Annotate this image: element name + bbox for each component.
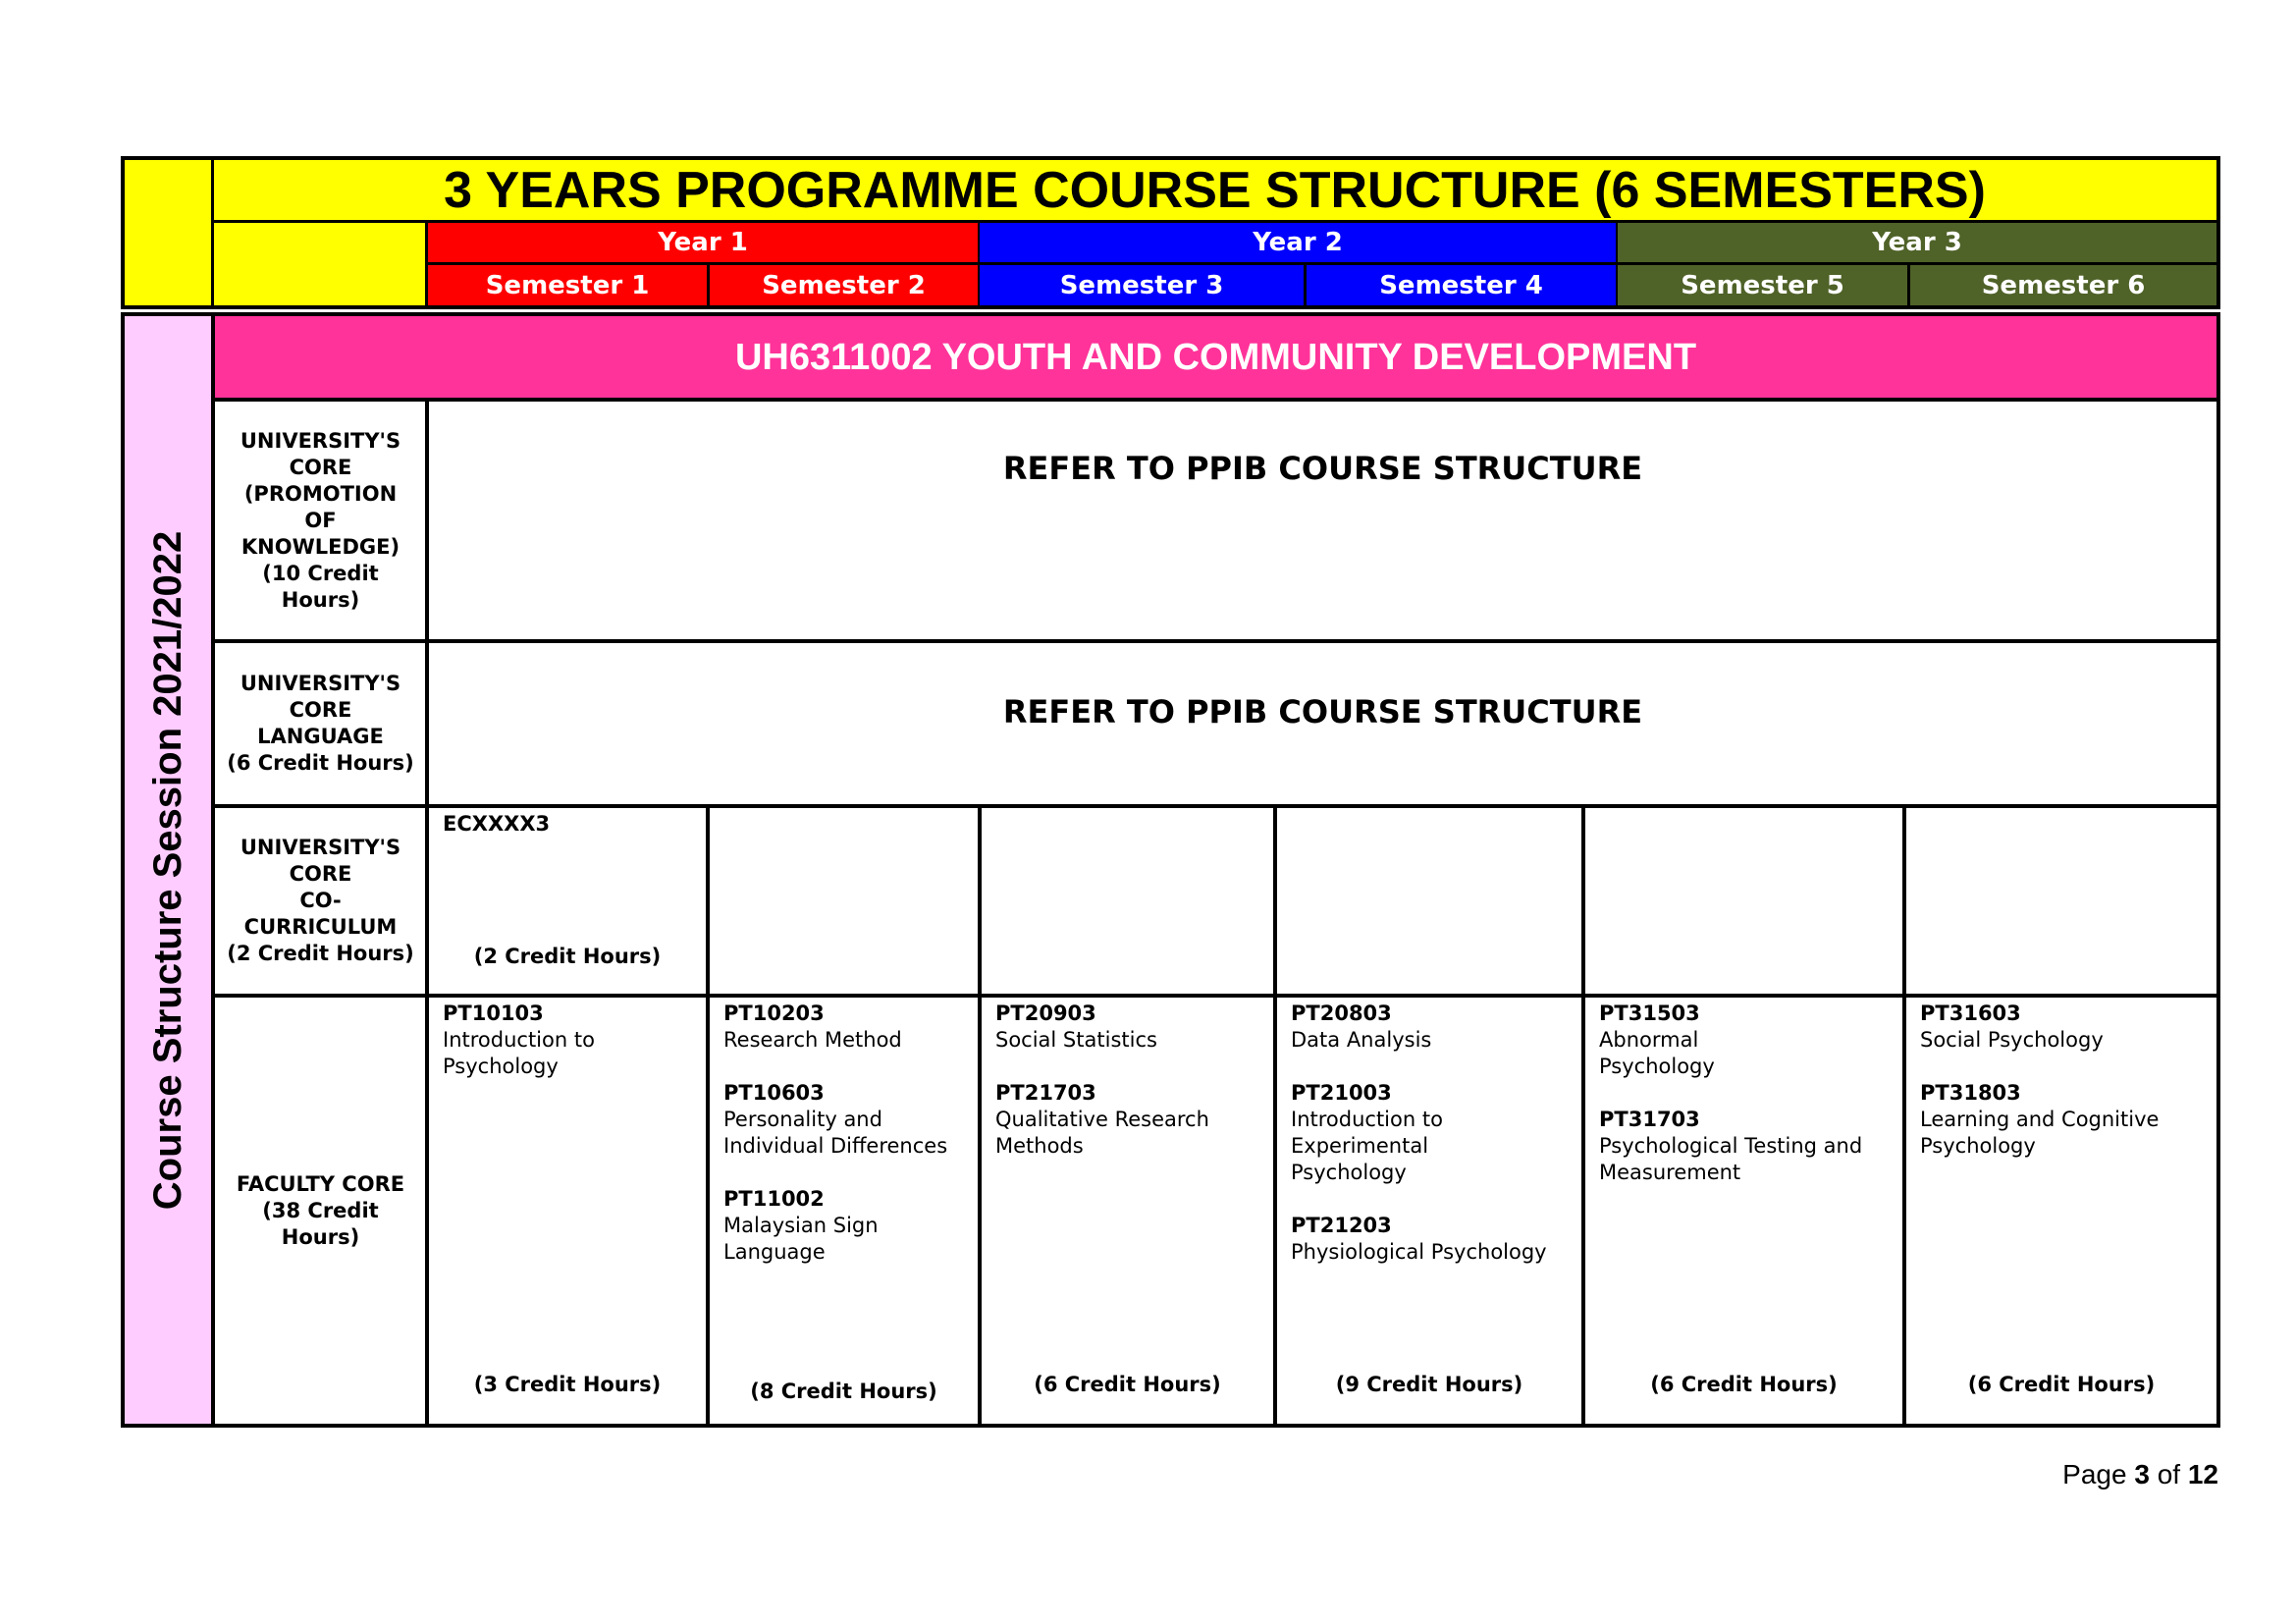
refer-ppib-language: REFER TO PPIB COURSE STRUCTURE [1002, 693, 1643, 731]
semester-5-header: Semester 5 [1618, 265, 1907, 305]
divider [215, 994, 2216, 998]
divider [1304, 263, 1307, 305]
divider [707, 263, 710, 305]
programme-title: UH6311002 YOUTH AND COMMUNITY DEVELOPMENT [215, 316, 2216, 400]
session-label: Course Structure Session 2021/2022 [146, 530, 190, 1210]
credit-semester-1: (3 Credit Hours) [473, 1373, 662, 1396]
divider [428, 262, 2216, 265]
category-language: UNIVERSITY'S CORE LANGUAGE (6 Credit Hours) [227, 672, 414, 775]
faculty-core-semester-3: PT20903 Social Statistics PT21703 Qualitative Research Methods [995, 1001, 1209, 1158]
divider [215, 804, 2216, 808]
semester-4-header: Semester 4 [1307, 265, 1616, 305]
category-faculty-core: FACULTY CORE (38 Credit Hours) [236, 1171, 405, 1249]
page-title: 3 YEARS PROGRAMME COURSE STRUCTURE (6 SEMESTERS) [444, 162, 1986, 219]
credit-semester-3: (6 Credit Hours) [1034, 1373, 1221, 1396]
divider [215, 639, 2216, 643]
semester-3-header: Semester 3 [980, 265, 1304, 305]
faculty-core-semester-5: PT31503 Abnormal Psychology PT31703 Psychological Testing and Measurement [1599, 1001, 1863, 1184]
credit-semester-2: (8 Credit Hours) [750, 1380, 937, 1403]
faculty-core-semester-6: PT31603 Social Psychology PT31803 Learning and Cognitive Psychology [1920, 1001, 2160, 1158]
divider [1907, 263, 1910, 305]
faculty-core-semester-1: PT10103 Introduction to Psychology [443, 1001, 595, 1078]
divider [215, 398, 2216, 402]
credit-semester-5: (6 Credit Hours) [1650, 1373, 1838, 1396]
semester-1-header: Semester 1 [428, 265, 707, 305]
year-1-header: Year 1 [428, 223, 978, 262]
faculty-core-semester-4: PT20803 Data Analysis PT21003 Introduction to Experimental Psychology PT21203 Physiological Psychology [1291, 1001, 1547, 1264]
year-3-header: Year 3 [1618, 223, 2216, 262]
divider [978, 222, 980, 305]
cocurriculum-semester-1: ECXXXX3 [443, 812, 551, 836]
semester-6-header: Semester 6 [1910, 265, 2216, 305]
divider [211, 160, 214, 305]
faculty-core-semester-2: PT10203 Research Method PT10603 Personality and Individual Differences PT11002 Malaysian Sign Language [723, 1001, 948, 1264]
divider [1616, 222, 1618, 305]
refer-ppib-promotion: REFER TO PPIB COURSE STRUCTURE [1002, 450, 1643, 487]
credit-semester-4: (9 Credit Hours) [1335, 1373, 1523, 1396]
cocurriculum-credit: (2 Credit Hours) [473, 945, 662, 968]
category-promotion-of-knowledge: UNIVERSITY'S CORE (PROMOTION OF KNOWLEDGE) (10 Credit Hours) [240, 428, 401, 612]
category-co-curriculum: UNIVERSITY'S CORE CO- CURRICULUM (2 Credit Hours) [227, 836, 414, 965]
page-number: Page 3 of 12 [2062, 1459, 2218, 1489]
credit-semester-6: (6 Credit Hours) [1967, 1373, 2156, 1396]
year-2-header: Year 2 [980, 223, 1616, 262]
semester-2-header: Semester 2 [710, 265, 978, 305]
